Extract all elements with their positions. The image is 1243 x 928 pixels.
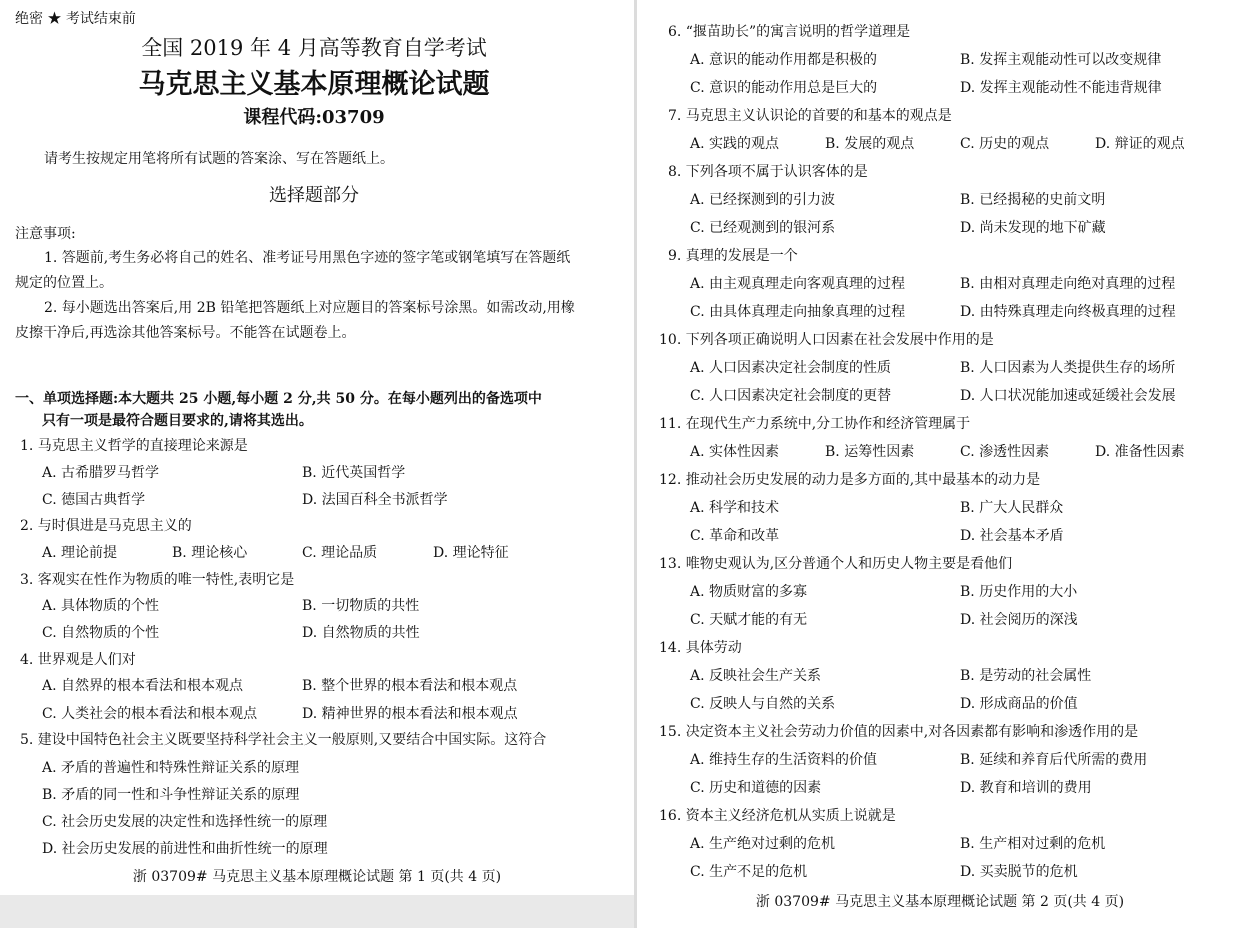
notes-heading: 注意事项:: [15, 226, 76, 242]
question-5-option-c: C. 社会历史发展的决定性和选择性统一的原理: [42, 814, 328, 830]
question-8-stem: 8. 下列各项不属于认识客体的是: [668, 164, 868, 180]
question-4-stem: 4. 世界观是人们对: [20, 652, 136, 668]
question-7-option-d: D. 辩证的观点: [1095, 136, 1185, 152]
question-3-option-d: D. 自然物质的共性: [302, 625, 420, 641]
question-1-option-a: A. 古希腊罗马哲学: [42, 465, 160, 481]
question-10-option-a: A. 人口因素决定社会制度的性质: [690, 360, 892, 376]
question-15-option-d: D. 教育和培训的费用: [960, 780, 1092, 796]
question-5-stem: 5. 建设中国特色社会主义既要坚持科学社会主义一般原则,又要结合中国实际。这符合: [20, 732, 547, 748]
page-1-footer: 浙 03709# 马克思主义基本原理概论试题 第 1 页(共 4 页): [132, 869, 502, 885]
question-12-stem: 12. 推动社会历史发展的动力是多方面的,其中最基本的动力是: [659, 472, 1041, 488]
page-title: 马克思主义基本原理概论试题: [138, 69, 490, 100]
question-12-option-a: A. 科学和技术: [690, 500, 780, 516]
question-10-stem: 10. 下列各项正确说明人口因素在社会发展中作用的是: [659, 332, 994, 348]
question-10-option-d: D. 人口状况能加速或延缓社会发展: [960, 388, 1176, 404]
question-5-option-a: A. 矛盾的普遍性和特殊性辩证关系的原理: [42, 760, 300, 776]
question-1-option-c: C. 德国古典哲学: [42, 492, 146, 508]
instruction: 请考生按规定用笔将所有试题的答案涂、写在答题纸上。: [44, 151, 394, 167]
secret-mark: 绝密 ★ 考试结束前: [15, 11, 136, 27]
question-14-option-a: A. 反映社会生产关系: [690, 668, 822, 684]
question-2-option-d: D. 理论特征: [433, 545, 509, 561]
question-11-option-c: C. 渗透性因素: [960, 444, 1050, 460]
question-6-option-d: D. 发挥主观能动性不能违背规律: [960, 80, 1162, 96]
question-7-option-b: B. 发展的观点: [825, 136, 915, 152]
question-4-option-d: D. 精神世界的根本看法和根本观点: [302, 706, 518, 722]
question-16-stem: 16. 资本主义经济危机从实质上说就是: [659, 808, 896, 824]
question-16-option-a: A. 生产绝对过剩的危机: [690, 836, 836, 852]
question-15-option-b: B. 延续和养育后代所需的费用: [960, 752, 1148, 768]
question-14-option-d: D. 形成商品的价值: [960, 696, 1078, 712]
question-7-stem: 7. 马克思主义认识论的首要的和基本的观点是: [668, 108, 952, 124]
note-2-line-2: 皮擦干净后,再选涂其他答案标号。不能答在试题卷上。: [15, 325, 356, 341]
question-8-option-c: C. 已经观测到的银河系: [690, 220, 836, 236]
question-2-stem: 2. 与时俱进是马克思主义的: [20, 518, 192, 534]
question-15-option-c: C. 历史和道德的因素: [690, 780, 822, 796]
part-heading-line-1: 一、单项选择题:本大题共 25 小题,每小题 2 分,共 50 分。在每小题列出的备选项中: [15, 391, 542, 407]
question-2-option-c: C. 理论品质: [302, 545, 378, 561]
question-16-option-d: D. 买卖脱节的危机: [960, 864, 1078, 880]
question-13-option-a: A. 物质财富的多寡: [690, 584, 808, 600]
question-3-option-b: B. 一切物质的共性: [302, 598, 420, 614]
exam-header: 全国 2019 年 4 月高等教育自学考试: [141, 36, 487, 60]
question-5-option-d: D. 社会历史发展的前进性和曲折性统一的原理: [42, 841, 328, 857]
exam-page-2: [637, 0, 1243, 928]
question-9-option-c: C. 由具体真理走向抽象真理的过程: [690, 304, 906, 320]
question-1-stem: 1. 马克思主义哲学的直接理论来源是: [20, 438, 248, 454]
question-8-option-d: D. 尚未发现的地下矿藏: [960, 220, 1106, 236]
question-11-option-a: A. 实体性因素: [690, 444, 780, 460]
question-10-option-b: B. 人口因素为人类提供生存的场所: [960, 360, 1176, 376]
question-1-option-d: D. 法国百科全书派哲学: [302, 492, 448, 508]
question-11-stem: 11. 在现代生产力系统中,分工协作和经济管理属于: [659, 416, 971, 432]
question-4-option-a: A. 自然界的根本看法和根本观点: [42, 678, 244, 694]
question-2-option-b: B. 理论核心: [172, 545, 248, 561]
question-9-option-b: B. 由相对真理走向绝对真理的过程: [960, 276, 1176, 292]
question-13-option-b: B. 历史作用的大小: [960, 584, 1078, 600]
question-2-option-a: A. 理论前提: [42, 545, 118, 561]
question-7-option-a: A. 实践的观点: [690, 136, 780, 152]
question-12-option-b: B. 广大人民群众: [960, 500, 1064, 516]
question-14-stem: 14. 具体劳动: [659, 640, 742, 656]
part-heading-line-2: 只有一项是最符合题目要求的,请将其选出。: [42, 413, 313, 429]
question-1-option-b: B. 近代英国哲学: [302, 465, 406, 481]
course-code: 课程代码:03709: [243, 107, 385, 128]
question-7-option-c: C. 历史的观点: [960, 136, 1050, 152]
question-11-option-b: B. 运筹性因素: [825, 444, 915, 460]
question-14-option-c: C. 反映人与自然的关系: [690, 696, 836, 712]
question-4-option-b: B. 整个世界的根本看法和根本观点: [302, 678, 518, 694]
page-2-footer: 浙 03709# 马克思主义基本原理概论试题 第 2 页(共 4 页): [755, 894, 1125, 910]
question-3-option-c: C. 自然物质的个性: [42, 625, 160, 641]
question-9-option-a: A. 由主观真理走向客观真理的过程: [690, 276, 906, 292]
question-12-option-d: D. 社会基本矛盾: [960, 528, 1064, 544]
question-9-option-d: D. 由特殊真理走向终极真理的过程: [960, 304, 1176, 320]
section-title: 选择题部分: [269, 185, 359, 206]
question-4-option-c: C. 人类社会的根本看法和根本观点: [42, 706, 258, 722]
question-13-option-c: C. 天赋才能的有无: [690, 612, 808, 628]
question-12-option-c: C. 革命和改革: [690, 528, 780, 544]
question-8-option-b: B. 已经揭秘的史前文明: [960, 192, 1106, 208]
question-13-option-d: D. 社会阅历的深浅: [960, 612, 1078, 628]
exam-page-1: [0, 0, 634, 895]
note-1-line-2: 规定的位置上。: [15, 275, 113, 291]
question-8-option-a: A. 已经探测到的引力波: [690, 192, 836, 208]
question-11-option-d: D. 准备性因素: [1095, 444, 1185, 460]
question-6-option-c: C. 意识的能动作用总是巨大的: [690, 80, 878, 96]
question-15-stem: 15. 决定资本主义社会劳动力价值的因素中,对各因素都有影响和渗透作用的是: [659, 724, 1139, 740]
question-16-option-b: B. 生产相对过剩的危机: [960, 836, 1106, 852]
question-6-option-a: A. 意识的能动作用都是积极的: [690, 52, 878, 68]
note-2-line-1: 2. 每小题选出答案后,用 2B 铅笔把答题纸上对应题目的答案标号涂黑。如需改动,用橡: [44, 300, 575, 316]
question-3-option-a: A. 具体物质的个性: [42, 598, 160, 614]
question-13-stem: 13. 唯物史观认为,区分普通个人和历史人物主要是看他们: [659, 556, 1013, 572]
question-5-option-b: B. 矛盾的同一性和斗争性辩证关系的原理: [42, 787, 300, 803]
question-6-option-b: B. 发挥主观能动性可以改变规律: [960, 52, 1162, 68]
question-10-option-c: C. 人口因素决定社会制度的更替: [690, 388, 892, 404]
note-1-line-1: 1. 答题前,考生务必将自己的姓名、准考证号用黑色字迹的签字笔或钢笔填写在答题纸: [44, 250, 571, 266]
question-15-option-a: A. 维持生存的生活资料的价值: [690, 752, 878, 768]
question-3-stem: 3. 客观实在性作为物质的唯一特性,表明它是: [20, 572, 295, 588]
question-14-option-b: B. 是劳动的社会属性: [960, 668, 1092, 684]
question-9-stem: 9. 真理的发展是一个: [668, 248, 798, 264]
question-16-option-c: C. 生产不足的危机: [690, 864, 808, 880]
question-6-stem: 6. “揠苗助长”的寓言说明的哲学道理是: [668, 24, 911, 40]
